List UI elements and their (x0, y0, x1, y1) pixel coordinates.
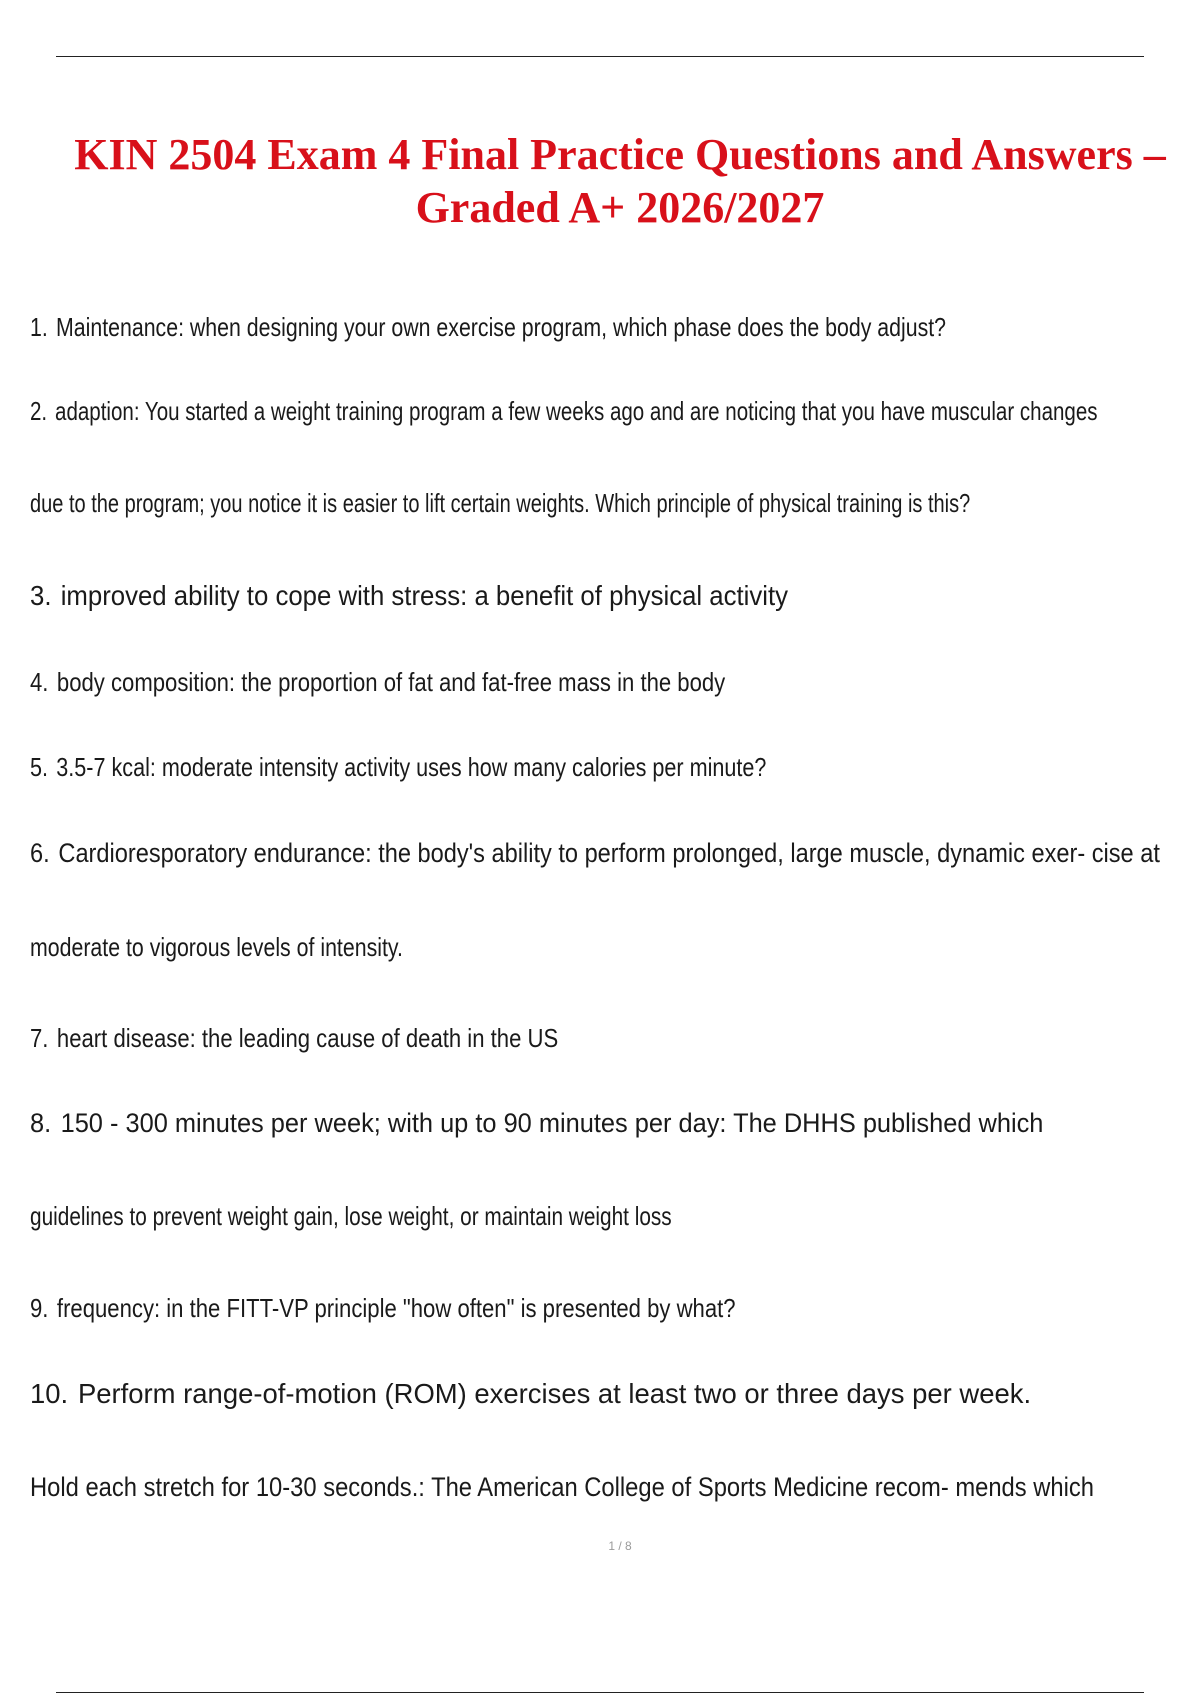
document-title (20, 128, 1200, 234)
title-line-1: KIN 2504 Exam 4 Final Practice Questions and Answers – (74, 130, 1166, 179)
qa-text: improved ability to cope with stress: a benefit of physical activity (60, 580, 789, 611)
qa-number: 9. (30, 1293, 49, 1323)
qa-number: 1. (30, 312, 48, 342)
page-number: 1 / 8 (608, 1539, 632, 1553)
qa-text-continuation: Hold each stretch for 10-30 seconds.: The American College of Sports Medicine recom- mends which (30, 1472, 1095, 1502)
qa-number: 4. (30, 667, 49, 697)
qa-text-continuation: moderate to vigorous levels of intensity. (30, 932, 403, 962)
qa-number: 7. (30, 1023, 49, 1053)
qa-number: 5. (30, 752, 49, 782)
qa-number: 6. (30, 838, 50, 868)
qa-text: 3.5-7 kcal: moderate intensity activity uses how many calories per minute? (56, 752, 767, 782)
qa-text: Cardioresporatory endurance: the body's ability to perform prolonged, large muscle, dynamic exer- cise at (58, 838, 1160, 868)
qa-text: body composition: the proportion of fat and fat-free mass in the body (56, 667, 726, 697)
bottom-rule (56, 1692, 1144, 1693)
qa-text-continuation: due to the program; you notice it is easier to lift certain weights. Which principle of physical training is this? (30, 488, 971, 518)
qa-text: heart disease: the leading cause of death in the US (56, 1023, 559, 1053)
qa-number: 3. (30, 580, 52, 611)
qa-number: 2. (30, 396, 48, 426)
top-rule (56, 56, 1144, 57)
qa-text: 150 - 300 minutes per week; with up to 90 minutes per day: The DHHS published which (60, 1108, 1044, 1138)
qa-text-continuation: guidelines to prevent weight gain, lose weight, or maintain weight loss (30, 1201, 672, 1231)
qa-number: 10. (30, 1378, 69, 1409)
title-line-2: Graded A+ 2026/2027 (415, 183, 825, 232)
qa-text: adaption: You started a weight training program a few weeks ago and are noticing that you have muscular changes (55, 396, 1098, 426)
qa-text: Perform range-of-motion (ROM) exercises at least two or three days per week. (77, 1378, 1032, 1409)
qa-text: Maintenance: when designing your own exercise program, which phase does the body adjust? (55, 312, 947, 342)
qa-text: frequency: in the FITT-VP principle "how often" is presented by what? (56, 1293, 736, 1323)
qa-number: 8. (30, 1108, 52, 1138)
